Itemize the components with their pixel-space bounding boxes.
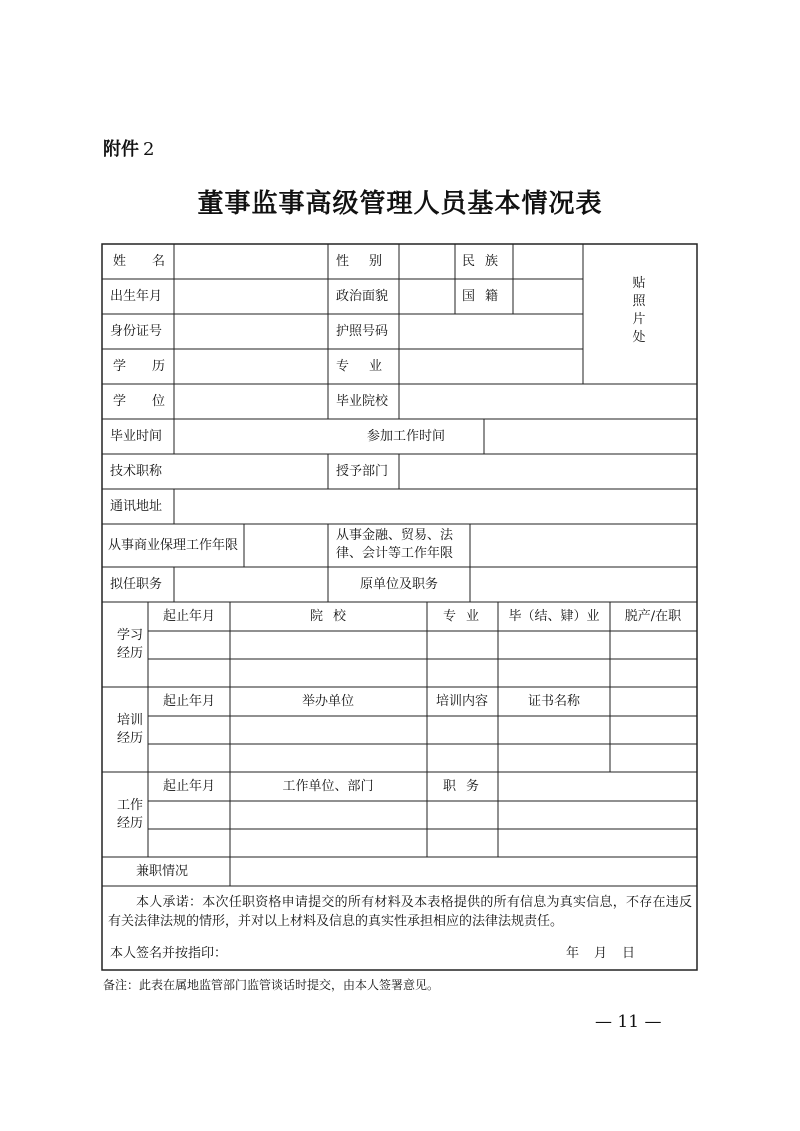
degree-label: 学位 bbox=[113, 394, 192, 409]
training-header-organizer: 举办单位 bbox=[301, 694, 355, 709]
id-number-label: 身份证号 bbox=[110, 324, 163, 339]
concurrent-post-label: 兼职情况 bbox=[136, 864, 189, 879]
study-history-label: 学习经历 bbox=[116, 628, 143, 661]
work-header-employer: 工作单位、部门 bbox=[282, 779, 374, 794]
form-title: 董事监事高级管理人员基本情况表 bbox=[197, 189, 603, 219]
finance-years-line2: 律、会计等工作年限 bbox=[336, 546, 454, 561]
work-header-position: 职务 bbox=[442, 779, 490, 794]
work-start-label: 参加工作时间 bbox=[366, 429, 446, 444]
major-label: 专业 bbox=[336, 359, 403, 374]
attachment-number: 2 bbox=[143, 139, 155, 160]
proposed-post-label: 拟任职务 bbox=[110, 577, 163, 592]
work-history-label: 工作经历 bbox=[116, 798, 143, 831]
pledge-text: 本人承诺：本次任职资格申请提交的所有材料及本表格提供的所有信息为真实信息，不存在违反有关法律法规的情形，并对以上材料及信息的真实性承担相应的法律法规责任。 bbox=[108, 895, 692, 929]
study-header-period: 起止年月 bbox=[162, 609, 216, 624]
name-label: 姓名 bbox=[113, 254, 192, 269]
training-header-period: 起止年月 bbox=[162, 694, 216, 709]
former-post-label: 原单位及职务 bbox=[359, 577, 439, 592]
finance-years-line1: 从事金融、贸易、法 bbox=[336, 528, 454, 543]
photo-placeholder: 贴照片处 bbox=[632, 276, 646, 345]
birth-label: 出生年月 bbox=[110, 289, 163, 304]
study-header-major: 专业 bbox=[442, 609, 490, 624]
remark-note: 备注：此表在属地监管部门监管谈话时提交，由本人签署意见。 bbox=[103, 978, 440, 992]
signature-month: 月 bbox=[594, 946, 608, 961]
signature-day: 日 bbox=[622, 946, 636, 961]
granting-dept-label: 授予部门 bbox=[336, 464, 389, 479]
ethnicity-label: 民族 bbox=[462, 254, 509, 269]
work-header-period: 起止年月 bbox=[162, 779, 216, 794]
passport-label: 护照号码 bbox=[336, 324, 389, 339]
nationality-label: 国籍 bbox=[462, 289, 509, 304]
page-number: — 11 — bbox=[595, 1012, 662, 1032]
business-years-label: 从事商业保理工作年限 bbox=[108, 538, 239, 553]
political-label: 政治面貌 bbox=[336, 289, 389, 304]
signature-label: 本人签名并按指印： bbox=[110, 946, 228, 961]
training-history-label: 培训经历 bbox=[116, 713, 143, 746]
address-label: 通讯地址 bbox=[110, 499, 163, 514]
education-label: 学历 bbox=[113, 359, 192, 374]
study-header-school: 院校 bbox=[309, 609, 357, 624]
training-header-certificate: 证书名称 bbox=[527, 694, 581, 709]
grad-time-label: 毕业时间 bbox=[110, 429, 163, 444]
study-header-status: 毕（结、肄）业 bbox=[508, 609, 600, 624]
training-header-content: 培训内容 bbox=[435, 694, 489, 709]
study-header-mode: 脱产/在职 bbox=[624, 609, 682, 624]
title-rank-label: 技术职称 bbox=[110, 464, 163, 479]
school-label: 毕业院校 bbox=[336, 394, 389, 409]
gender-label: 性别 bbox=[336, 254, 403, 269]
attachment-word: 附件 bbox=[103, 139, 139, 160]
signature-year: 年 bbox=[566, 946, 580, 961]
